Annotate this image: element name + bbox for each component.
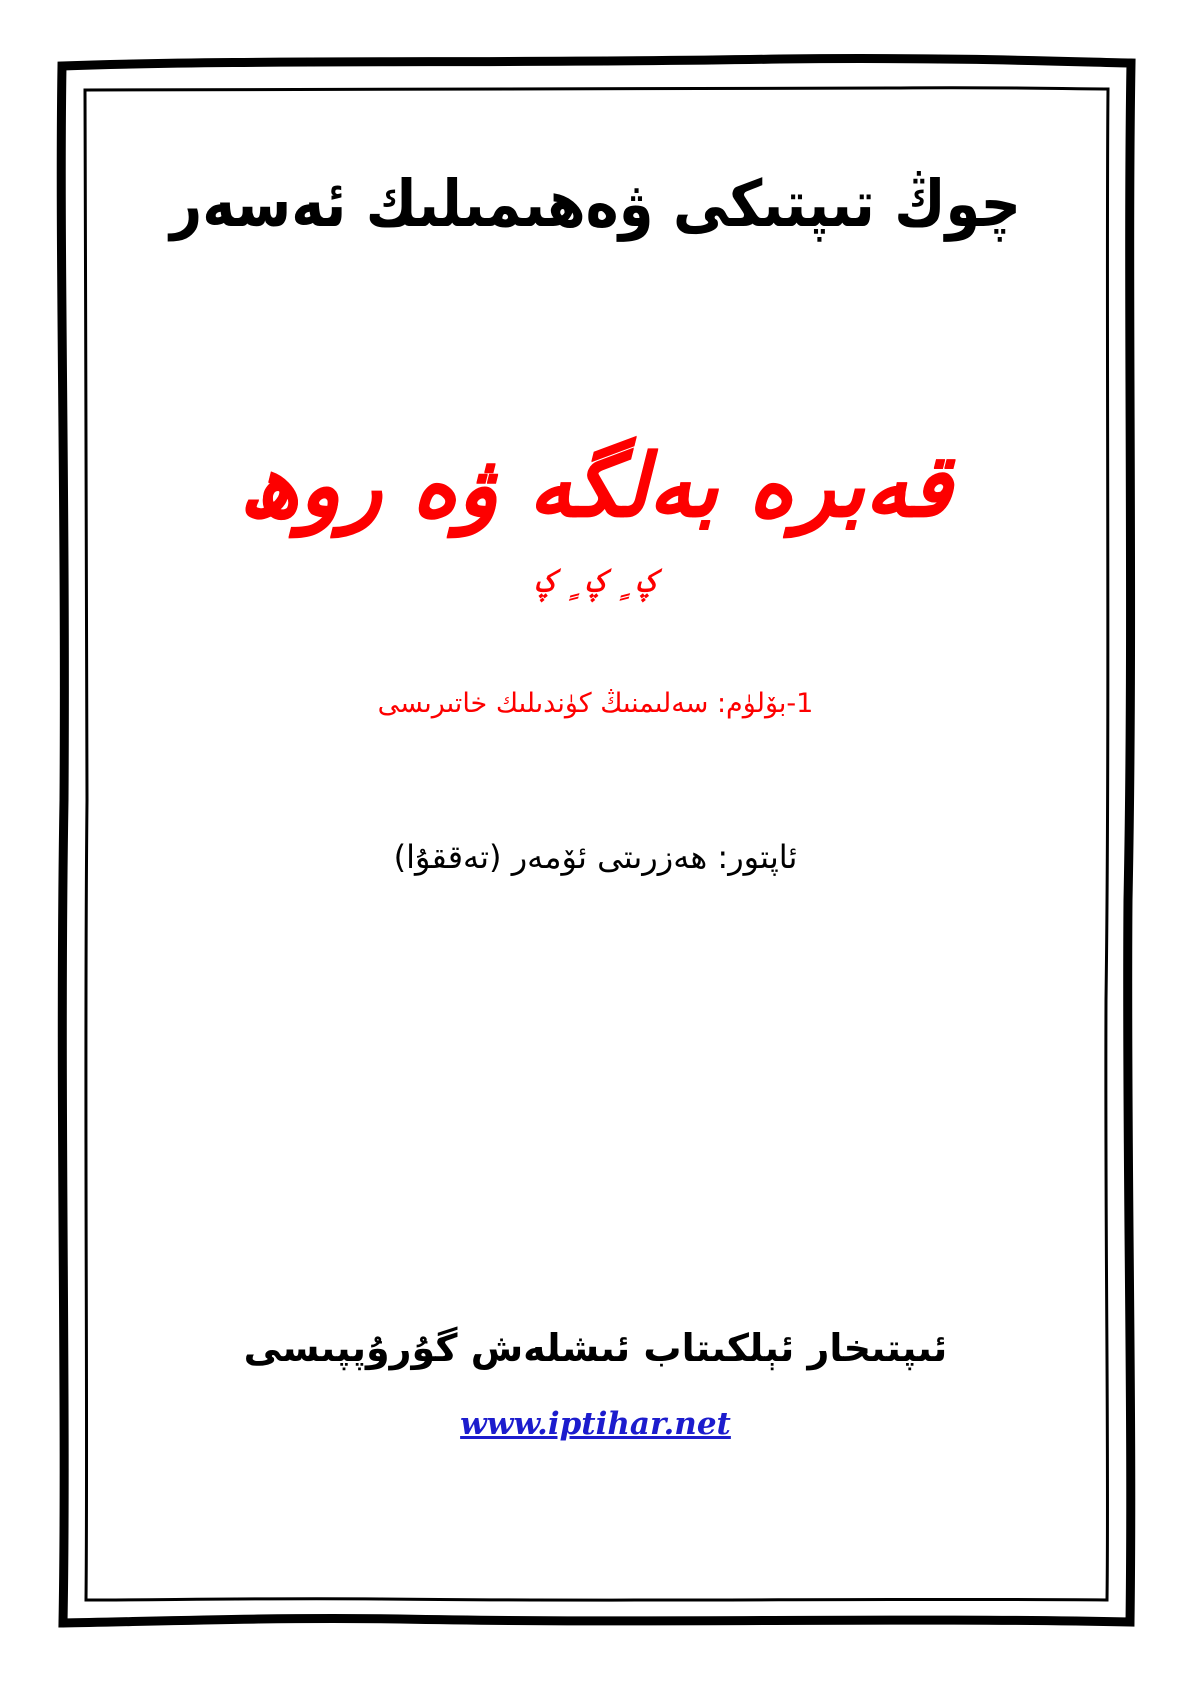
website-url-line (0, 1406, 1191, 1442)
chapter-subtitle: 1-بۆلۈم: سەلىمنىڭ كۈندىلىك خاتىرىسى (377, 688, 814, 719)
book-title-calligraphy: قەبرە بەلگە ۋە روھ (238, 436, 953, 536)
calligraphy-flourish: ؼ ٍ ؼ ٍ ؼ (534, 561, 657, 601)
genre-header-title: چوڭ تىپتىكى ۋەھىمىلىك ئەسەر (169, 167, 1022, 242)
website-link[interactable]: www.iptihar.net (460, 1406, 731, 1442)
publisher-group-line: ئىپتىخار ئېلكىتاب ئىشلەش گۇرۇپپىسى (243, 1326, 948, 1370)
author-line: ئاپتور: ھەزرىتى ئۆمەر (تەققۇا) (393, 838, 798, 876)
